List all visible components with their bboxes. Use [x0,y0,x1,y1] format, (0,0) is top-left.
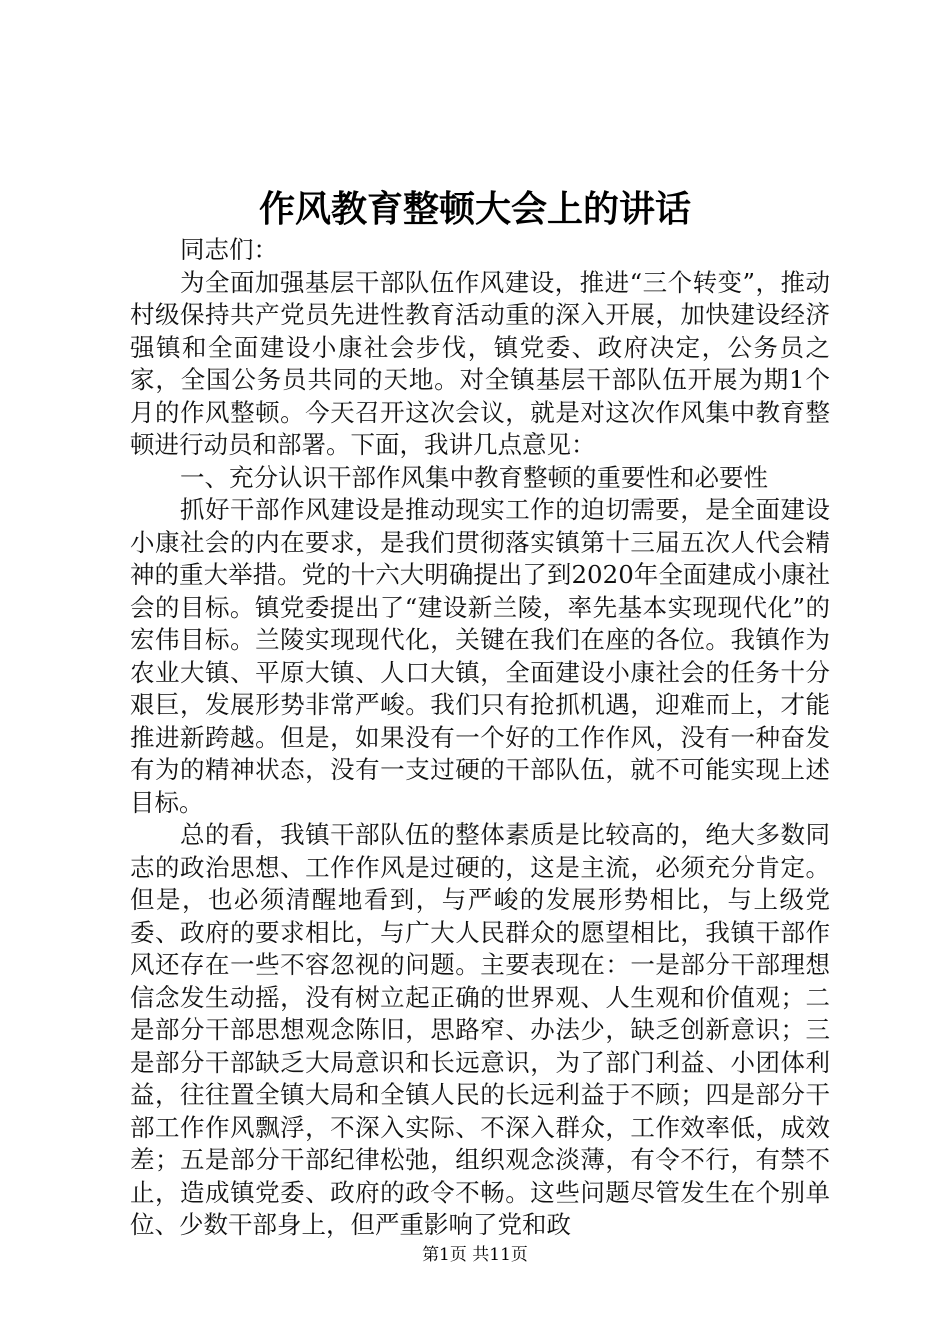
section-heading: 一、充分认识干部作风集中教育整顿的重要性和必要性 [180,462,768,492]
paragraph-salutation: 同志们： [180,235,278,264]
document-body [130,234,830,1242]
document-title: 作风教育整顿大会上的讲话 [258,188,691,230]
paragraph: 为全面加强基层干部队伍作风建设，推进“三个转变”，推动村级保持共产党员先进性教育活动重的深入开展，加快建设经济强镇和全面建设小康社会步伐，镇党委、政府决定，公务员之家，全国公务员共同的天地。对全镇基层干部队伍开展为期1个月的作风整顿。今天召开这次会议，就是对这次作风集中教育整顿进行动员和部署。下面，我讲几点意见： [130,267,830,459]
paragraph: 抓好干部作风建设是推动现实工作的迫切需要，是全面建设小康社会的内在要求，是我们贯彻落实镇第十三届五次人代会精神的重大举措。党的十六大明确提出了到2020年全面建成小康社会的目标。镇党委提出了“建设新兰陵，率先基本实现现代化”的宏伟目标。兰陵实现现代化，关键在我们在座的各位。我镇作为农业大镇、平原大镇、人口大镇，全面建设小康社会的任务十分艰巨，发展形势非常严峻。我们只有抢抓机遇，迎难而上，才能推进新跨越。但是，如果没有一个好的工作作风，没有一种奋发有为的精神状态，没有一支过硬的干部队伍，就不可能实现上述目标。 [130,495,830,817]
paragraph: 总的看，我镇干部队伍的整体素质是比较高的，绝大多数同志的政治思想、工作作风是过硬的，这是主流，必须充分肯定。但是，也必须清醒地看到，与严峻的发展形势相比，与上级党委、政府的要求相比，与广大人民群众的愿望相比，我镇干部作风还存在一些不容忽视的问题。主要表现在：一是部分干部理想信念发生动摇，没有树立起正确的世界观、人生观和价值观；二是部分干部思想观念陈旧，思路窄、办法少，缺乏创新意识；三是部分干部缺乏大局意识和长远意识，为了部门利益、小团体利益，往往置全镇大局和全镇人民的长远利益于不顾；四是部分干部工作作风飘浮，不深入实际、不深入群众，工作效率低，成效差；五是部分干部纪律松弛，组织观念淡薄，有令不行，有禁不止，造成镇党委、政府的政令不畅。这些问题尽管发生在个别单位、少数干部身上，但严重影响了党和政 [130,820,830,1239]
page-footer: 第1页 共11页 [422,1245,528,1265]
